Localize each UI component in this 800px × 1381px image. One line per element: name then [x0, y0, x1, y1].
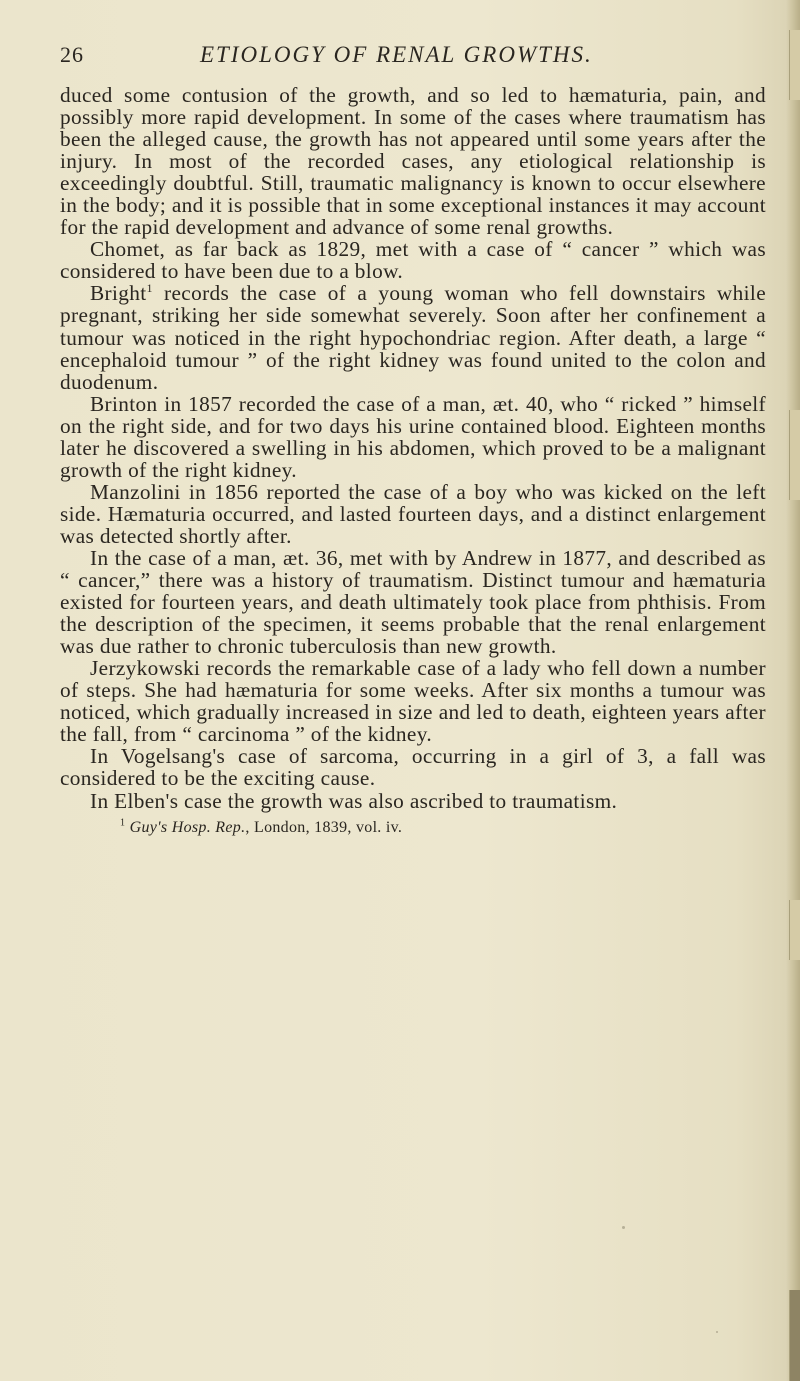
page-edge-tab [789, 410, 800, 500]
footnote-details: , London, 1839, vol. iv. [245, 819, 403, 836]
paragraph-body: records the case of a young woman who fell downstairs while pregnant, striking her side somewhat severely. Soon after her confinement a tumour was noticed in the right hypochondriac region. After death, a large “ encephaloid tumour ” of the right kidney was found united to the colon and duodenum. [60, 281, 766, 394]
paragraph: Jerzykowski records the remarkable case of a lady who fell down a number of steps. She had hæmaturia for some weeks. After six months a tumour was noticed, which gradually increased in size and led to death, eighteen years after the fall, from “ carcinoma ” of the kidney. [60, 656, 766, 747]
footnote-reference: 1 [146, 281, 153, 296]
paragraph: In Vogelsang's case of sarcoma, occurring in a girl of 3, a fall was considered to be the exciting cause. [60, 744, 766, 791]
paragraph: Brinton in 1857 recorded the case of a man, æt. 40, who “ ricked ” himself on the right side, and for two days his urine contained blood. Eighteen months later he discovered a swelling in his abdomen, which proved to be a malignant growth of the right kidney. [60, 391, 766, 482]
paragraph: Manzolini in 1856 reported the case of a boy who was kicked on the left side. Hæmaturia occurred, and lasted fourteen days, and a distinct enlargement was detected shortly after. [60, 479, 766, 548]
ink-speck [716, 1331, 718, 1333]
footnote-mark: 1 [120, 817, 126, 829]
paragraph: In the case of a man, æt. 36, met with by Andrew in 1877, and described as “ cancer,” there was a history of traumatism. Distinct tumour and hæmaturia existed for fourteen years, and death ultimately took place from phthisis. From the description of the specimen, it seems probable that the renal enlargement was due rather to chronic tuberculosis than new growth. [60, 545, 766, 659]
page-edge-tab [789, 30, 800, 100]
page-header [60, 42, 760, 72]
paragraph [60, 282, 766, 392]
paragraph: Chomet, as far back as 1829, met with a case of “ cancer ” which was considered to have been due to a blow. [60, 237, 766, 284]
body-text [60, 84, 766, 812]
paragraph: In Elben's case the growth was also ascribed to traumatism. [90, 788, 618, 813]
page-number: 26 [60, 42, 84, 67]
page-edge-tab [789, 900, 800, 960]
page-edge [786, 0, 800, 1381]
paragraph: duced some contusion of the growth, and so led to hæmaturia, pain, and possibly more rapid development. In some of the cases where traumatism has been the alleged cause, the growth has not appeared until some years after the injury. In most of the recorded cases, any etiological relationship is exceedingly doubtful. Still, traumatic malignancy is known to occur elsewhere in the body; and it is possible that in some exceptional instances it may account for the rapid development and advance of some renal growths. [60, 83, 766, 240]
page-edge-tab [789, 1290, 800, 1381]
ink-speck [622, 1226, 625, 1229]
footnote [120, 819, 740, 837]
paragraph-lead: Bright [90, 281, 147, 306]
footnote-source: Guy's Hosp. Rep. [129, 819, 246, 836]
running-title: ETIOLOGY OF RENAL GROWTHS. [200, 42, 593, 67]
